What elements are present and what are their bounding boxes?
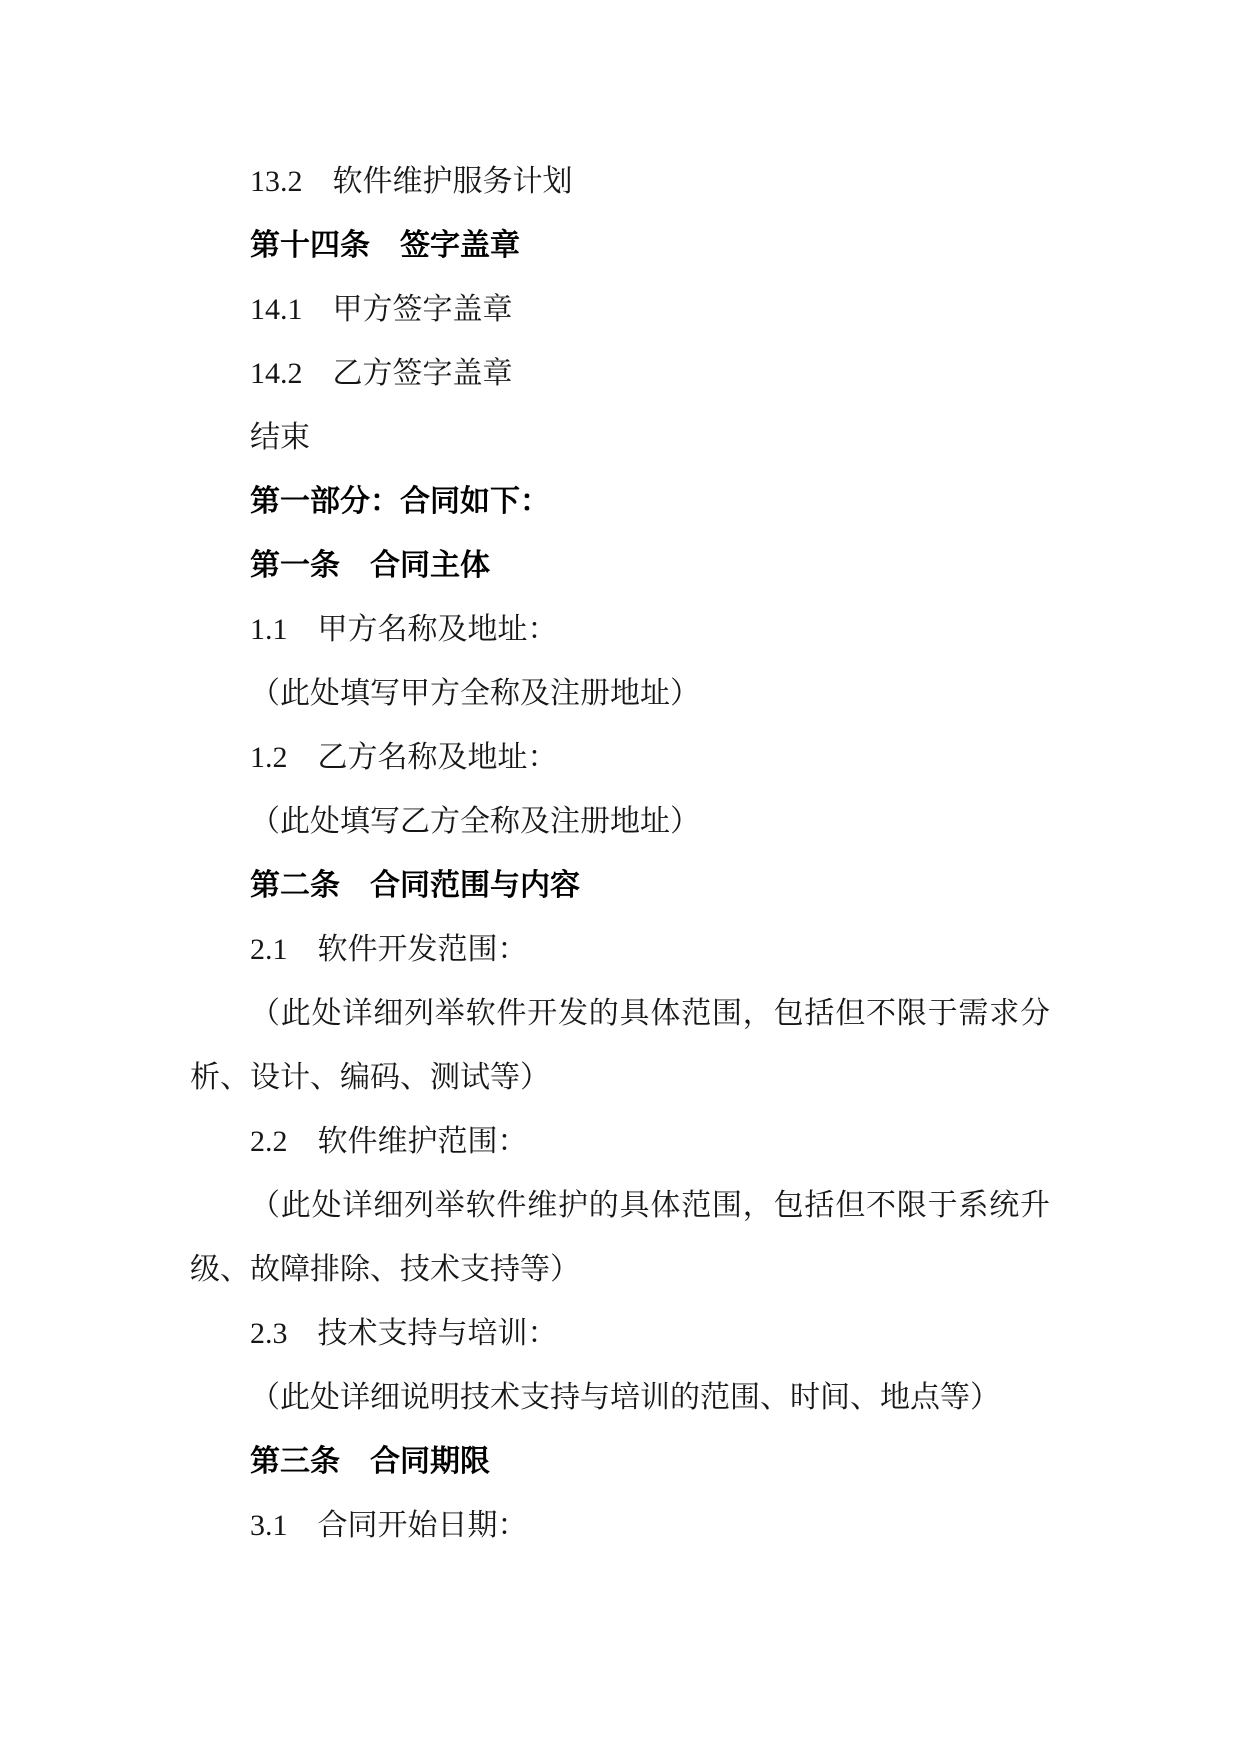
para-2-1-placeholder: （此处详细列举软件开发的具体范围，包括但不限于需求分析、设计、编码、测试等） (190, 997, 1050, 1094)
para-1-1: 1.1 甲方名称及地址： (250, 613, 558, 646)
para-1-2-placeholder: （此处填写乙方全称及注册地址） (250, 805, 700, 838)
para-end-marker: 结束 (250, 421, 310, 454)
para-2-2-placeholder: （此处详细列举软件维护的具体范围，包括但不限于系统升级、故障排除、技术支持等） (190, 1189, 1050, 1286)
heading-article-2: 第二条 合同范围与内容 (250, 869, 580, 902)
heading-article-3: 第三条 合同期限 (250, 1445, 490, 1478)
heading-article-1: 第一条 合同主体 (250, 549, 490, 582)
para-2-2: 2.2 软件维护范围： (250, 1125, 528, 1158)
toc-item-13-2: 13.2 软件维护服务计划 (250, 165, 573, 198)
para-1-2: 1.2 乙方名称及地址： (250, 741, 558, 774)
para-2-3-placeholder: （此处详细说明技术支持与培训的范围、时间、地点等） (250, 1381, 1000, 1414)
heading-part-1: 第一部分：合同如下： (250, 485, 550, 518)
para-2-1: 2.1 软件开发范围： (250, 933, 528, 966)
para-14-2: 14.2 乙方签字盖章 (250, 357, 513, 390)
para-1-1-placeholder: （此处填写甲方全称及注册地址） (250, 677, 700, 710)
heading-article-14: 第十四条 签字盖章 (250, 229, 520, 262)
para-3-1: 3.1 合同开始日期： (250, 1509, 528, 1542)
para-14-1: 14.1 甲方签字盖章 (250, 293, 513, 326)
para-2-3: 2.3 技术支持与培训： (250, 1317, 558, 1350)
